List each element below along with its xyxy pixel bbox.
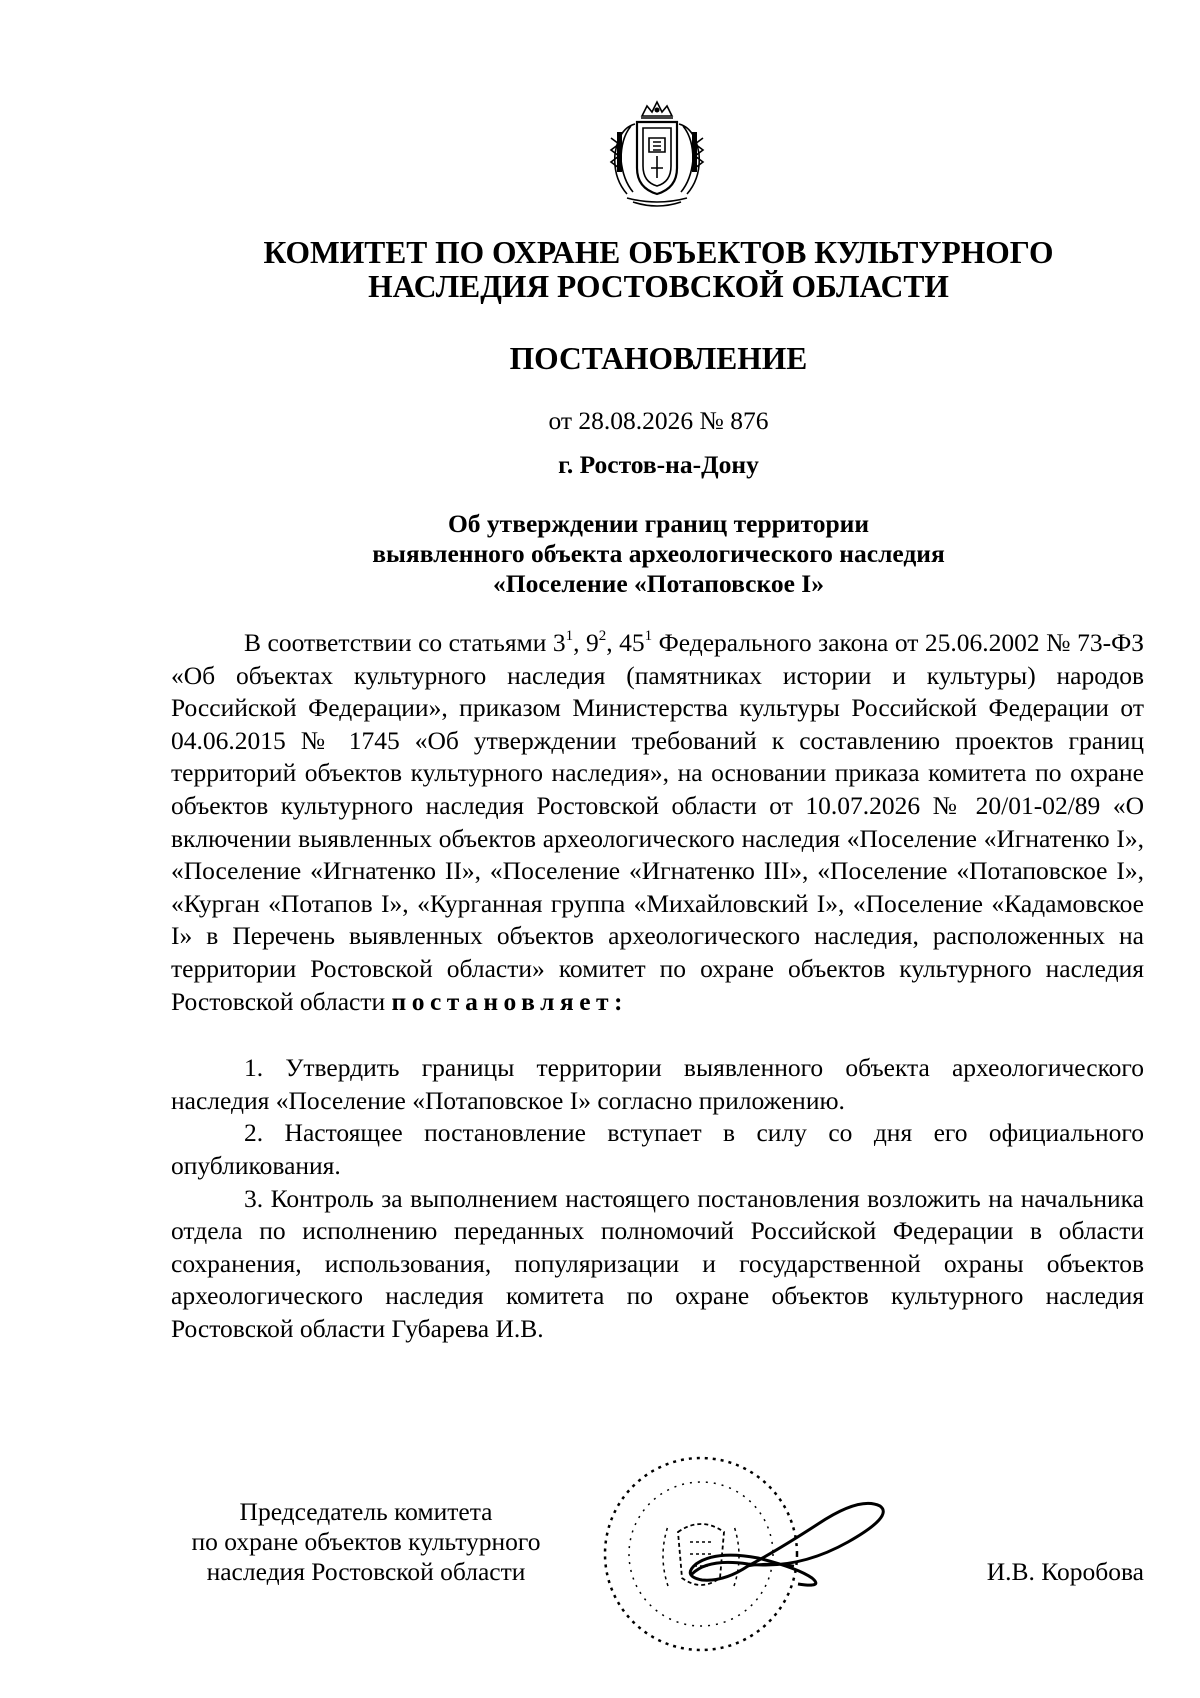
signatory-name: И.В. Коробова [986, 1557, 1144, 1586]
document-subject [171, 509, 1146, 599]
document-body [171, 627, 1144, 1345]
resolution-item-2: 2. Настоящее постановление вступает в силу со дня его официального опубликования. [171, 1118, 1144, 1180]
article-superscript-1: 1 [565, 628, 574, 644]
paragraph-gap [171, 1018, 1144, 1052]
resolution-item-1: 1. Утвердить границы территории выявленного объекта археологического наследия «Поселение «Потаповское I» согласно приложению. [171, 1053, 1144, 1115]
signatory-position [171, 1497, 561, 1587]
coat-of-arms-icon [597, 98, 717, 210]
document-city: г. Ростов-на-Дону [558, 450, 759, 479]
subject-line-1: Об утверждении границ территории [447, 509, 870, 538]
preamble-text-4: Федерального закона от 25.06.2002 № 73-ФЗ «Об объектах культурного наследия (памятниках истории и культуры) народов Российской Федерации», приказом Министерства культуры Российской Федерации от 04.06.2015 № 1745 «Об утверждении требований к составлению проектов границ территорий объектов культурного наследия», на основании приказа комитета по охране объектов культурного наследия Ростовской области от 10.07.2026 № 20/01-02/89 «О включении выявленных объектов археологического наследия «Поселение «Игнатенко I», «Поселение «Игнатенко II», «Поселение «Игнатенко III», «Поселение «Потаповское I», «Курган «Потапов I», «Курганная группа «Михайловский I», «Поселение «Кадамовское I» в Перечень выявленных объектов археологического наследия, расположенных на территории Ростовской области» комитет по охране объектов культурного наследия Ростовской области [171, 628, 1144, 1016]
subject-line-2: выявленного объекта археологического наследия [372, 539, 945, 568]
signatory-position-line-3: наследия Ростовской области [206, 1557, 526, 1586]
preamble-text-1: В соответствии со статьями 3 [244, 628, 566, 657]
signatory-position-line-2: по охране объектов культурного [191, 1527, 541, 1556]
preamble-paragraph [171, 627, 1144, 1018]
subject-line-3: «Поселение «Потаповское I» [493, 569, 824, 598]
article-superscript-3: 1 [644, 628, 653, 644]
organization-name [171, 236, 1146, 304]
organization-name-line-1: КОМИТЕТ ПО ОХРАНЕ ОБЪЕКТОВ КУЛЬТУРНОГО [263, 235, 1054, 270]
preamble-text-2: , 9 [573, 628, 599, 657]
resolves-word: постановляет: [391, 986, 629, 1016]
article-superscript-2: 2 [598, 628, 607, 644]
preamble-text-3: , 45 [606, 628, 645, 657]
document-type: ПОСТАНОВЛЕНИЕ [509, 341, 808, 376]
signatory-position-line-1: Председатель комитета [239, 1497, 493, 1526]
official-seal-and-signature [598, 1446, 908, 1664]
resolution-item-3: 3. Контроль за выполнением настоящего постановления возложить на начальника отдела по исполнению переданных полномочий Российской Федерации в области сохранения, использования, популяризации и государственной охраны объектов археологического наследия комитета по охране объектов культурного наследия Ростовской области Губарева И.В. [171, 1183, 1144, 1343]
document-date-number: от 28.08.2026 № 876 [548, 406, 769, 435]
organization-name-line-2: НАСЛЕДИЯ РОСТОВСКОЙ ОБЛАСТИ [368, 269, 949, 304]
